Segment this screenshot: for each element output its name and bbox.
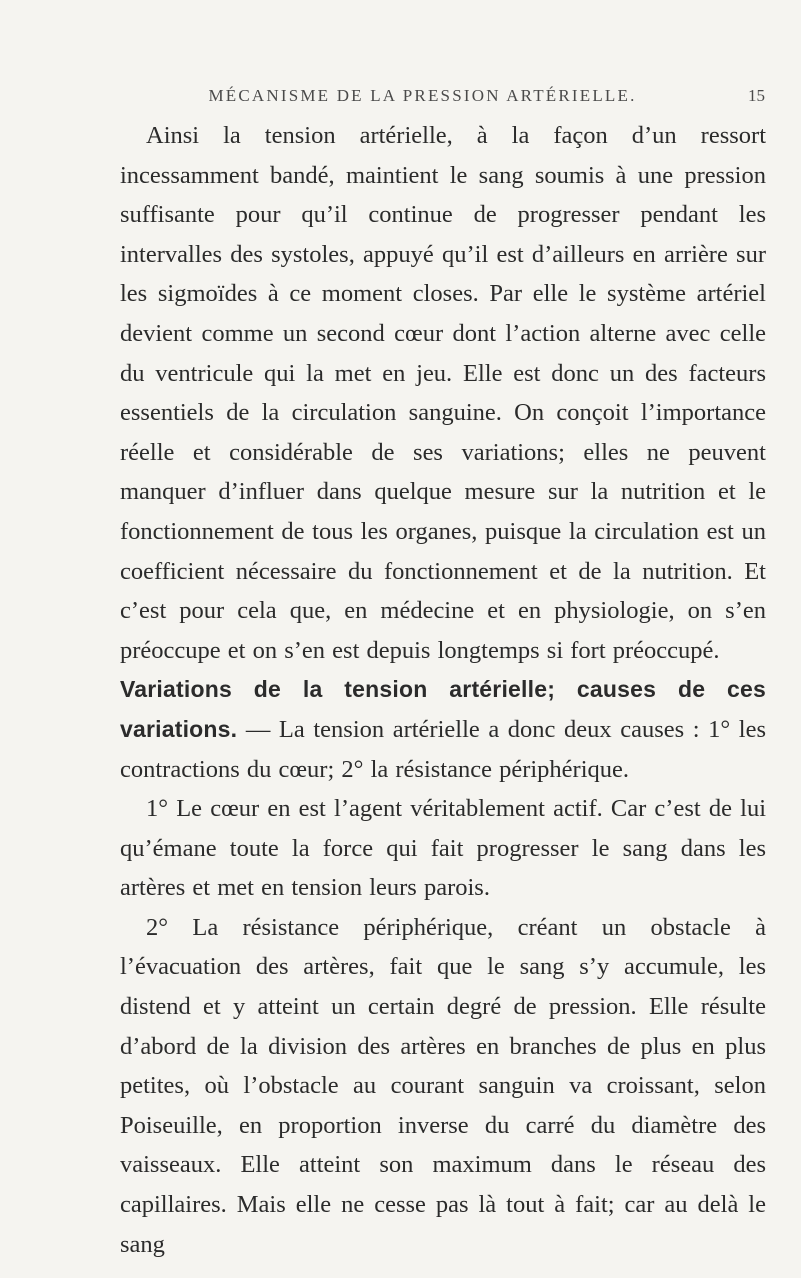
paragraph-4 xyxy=(120,908,766,1264)
section-heading: Variations de la tension artérielle; causes de ces variations. xyxy=(120,676,766,742)
paragraph-1 xyxy=(120,116,766,670)
running-title: MÉCANISME DE LA PRESSION ARTÉRIELLE. xyxy=(208,86,637,105)
running-head xyxy=(110,86,765,110)
paragraph-4-text: 2° La résistance périphérique, créant un obstacle à l’évacuation des artères, fait que le sang s’y accumule, les distend et y atteint un certain degré de pression. Elle résulte d’abord de la division des artères en branches de plus en plus petites, où l’obstacle au courant sanguin va croissant, selon Poiseuille, en proportion inverse du carré du diamètre des vaisseaux. Elle atteint son maximum dans le réseau des capillaires. Mais elle ne cesse pas là tout à fait; car au delà le sang xyxy=(120,913,766,1258)
paragraph-1-text: Ainsi la tension artérielle, à la façon d’un ressort incessamment bandé, maintient le sang soumis à une pression suffisante pour qu’il continue de progresser pendant les intervalles des systoles, appuyé qu’il est d’ailleurs en arrière sur les sigmoïdes à ce moment closes. Par elle le système artériel devient comme un second cœur dont l’action alterne avec celle du ventricule qui la met en jeu. Elle est donc un des facteurs essentiels de la circulation sanguine. On conçoit l’importance réelle et considérable de ses variations; elles ne peuvent manquer d’influer dans quelque mesure sur la nutrition et le fonctionnement de tous les organes, puisque la circulation est un coefficient nécessaire du fonctionnement et de la nutrition. Et c’est pour cela que, en médecine et en physiologie, on s’en préoccupe et on s’en est depuis longtemps si fort préoccupé. xyxy=(120,122,766,664)
paragraph-2 xyxy=(120,670,766,789)
page-number: 15 xyxy=(748,86,765,105)
paragraph-3-text: 1° Le cœur en est l’agent véritablement actif. Car c’est de lui qu’émane toute la force qui fait progresser le sang dans les artères et met en tension leurs parois. xyxy=(120,795,766,902)
body-text xyxy=(120,116,766,1264)
paragraph-3 xyxy=(120,789,766,908)
paragraph-2-text: — La tension artérielle a donc deux causes : 1° les contractions du cœur; 2° la résistance périphérique. xyxy=(120,715,766,783)
